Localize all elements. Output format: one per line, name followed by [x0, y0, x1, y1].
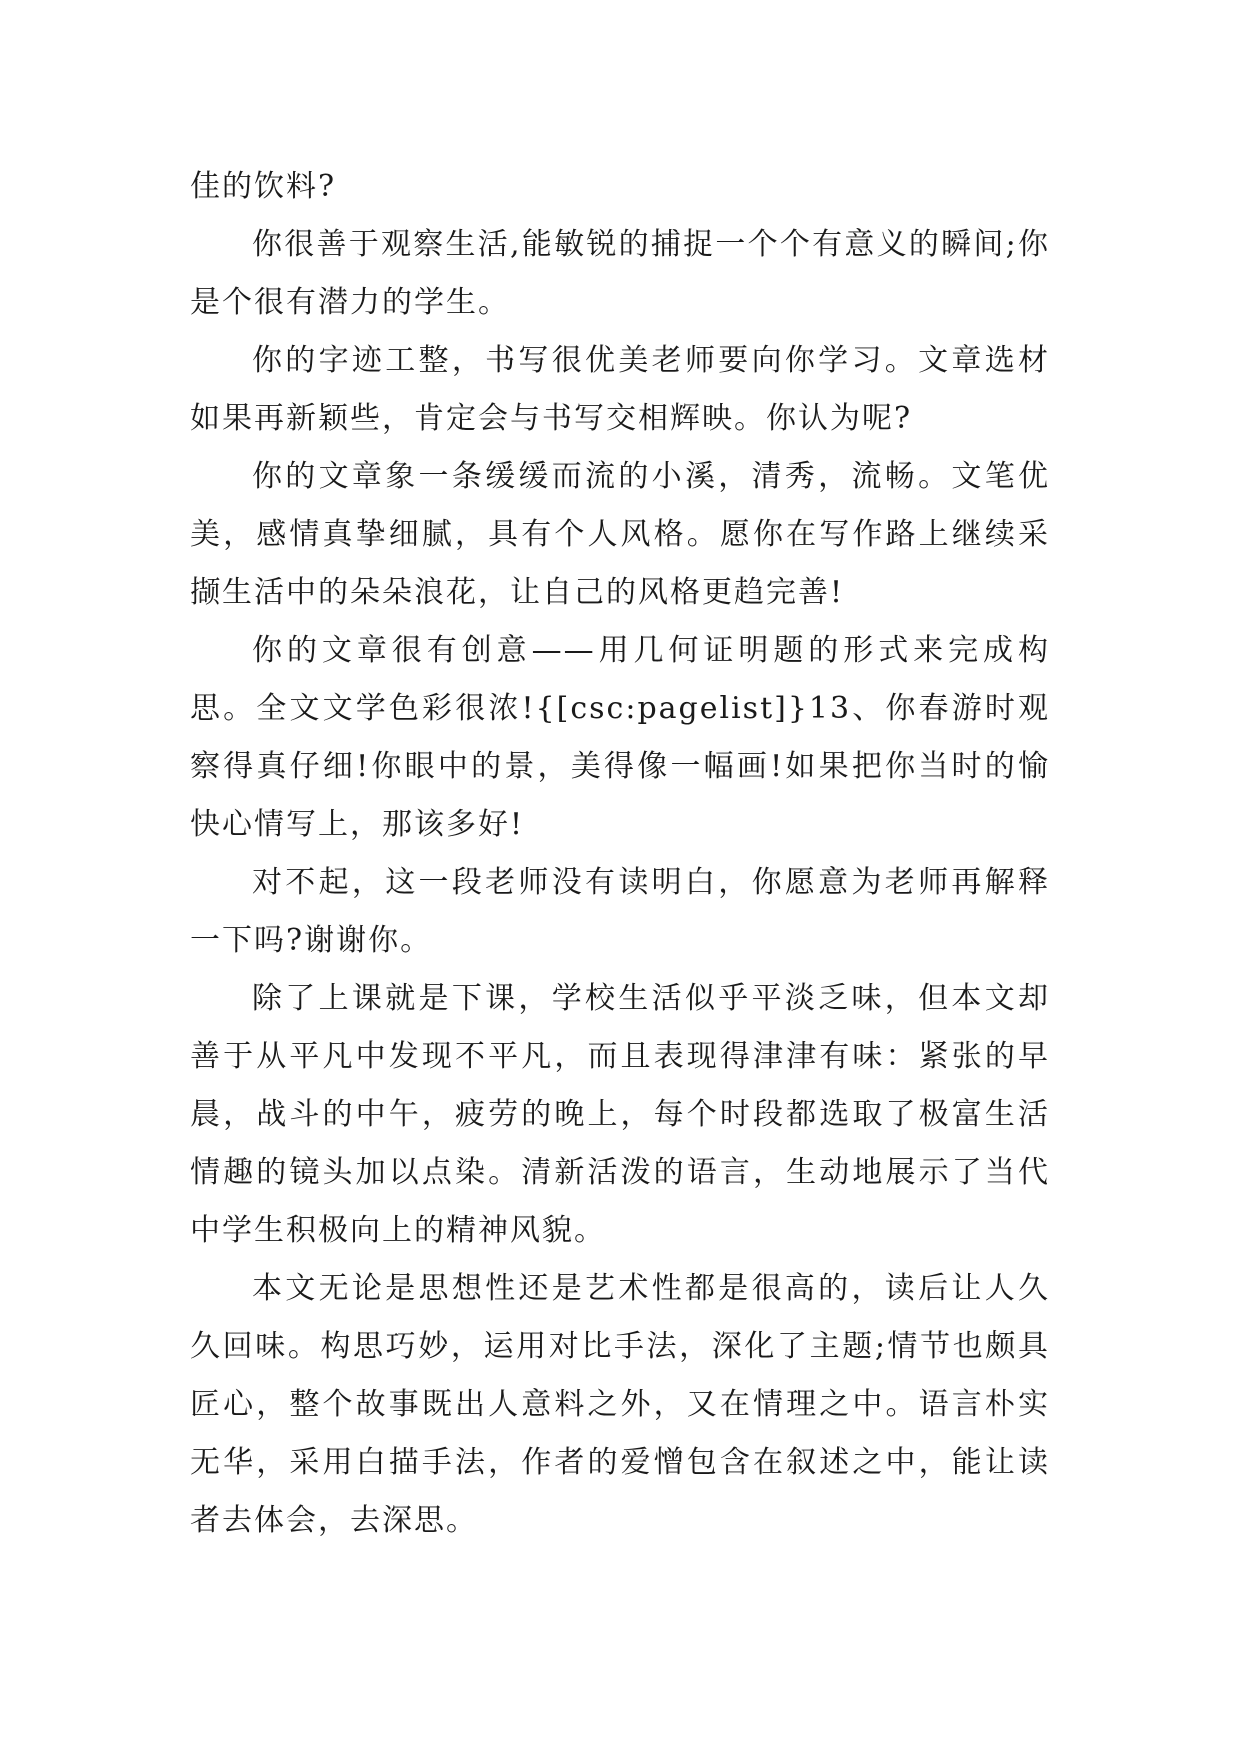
paragraph: 本文无论是思想性还是艺术性都是很高的，读后让人久久回味。构思巧妙，运用对比手法，深化了主题;情节也颇具匠心，整个故事既出人意料之外，又在情理之中。语言朴实无华，采用白描手法，作者的爱憎包含在叙述之中，能让读者去体会，去深思。 [190, 1271, 1050, 1538]
paragraph: 你很善于观察生活,能敏锐的捕捉一个个有意义的瞬间;你是个很有潜力的学生。 [190, 227, 1050, 320]
paragraph: 你的文章很有创意——用几何证明题的形式来完成构思。全文文学色彩很浓!{[csc:pagelist]}13、你春游时观察得真仔细!你眼中的景，美得像一幅画!如果把你当时的愉快心情写上，那该多好! [190, 633, 1050, 842]
paragraph: 对不起，这一段老师没有读明白，你愿意为老师再解释一下吗?谢谢你。 [190, 865, 1050, 958]
paragraph: 你的文章象一条缓缓而流的小溪，清秀，流畅。文笔优美，感情真挚细腻，具有个人风格。愿你在写作路上继续采撷生活中的朵朵浪花，让自己的风格更趋完善! [190, 459, 1050, 610]
document-body [190, 158, 1050, 1550]
paragraph: 你的字迹工整，书写很优美老师要向你学习。文章选材如果再新颖些，肯定会与书写交相辉映。你认为呢? [190, 343, 1050, 436]
paragraph: 除了上课就是下课，学校生活似乎平淡乏味，但本文却善于从平凡中发现不平凡，而且表现得津津有味：紧张的早晨，战斗的中午，疲劳的晚上，每个时段都选取了极富生活情趣的镜头加以点染。清新活泼的语言，生动地展示了当代中学生积极向上的精神风貌。 [190, 981, 1050, 1248]
paragraph-continuation: 佳的饮料? [190, 169, 337, 204]
